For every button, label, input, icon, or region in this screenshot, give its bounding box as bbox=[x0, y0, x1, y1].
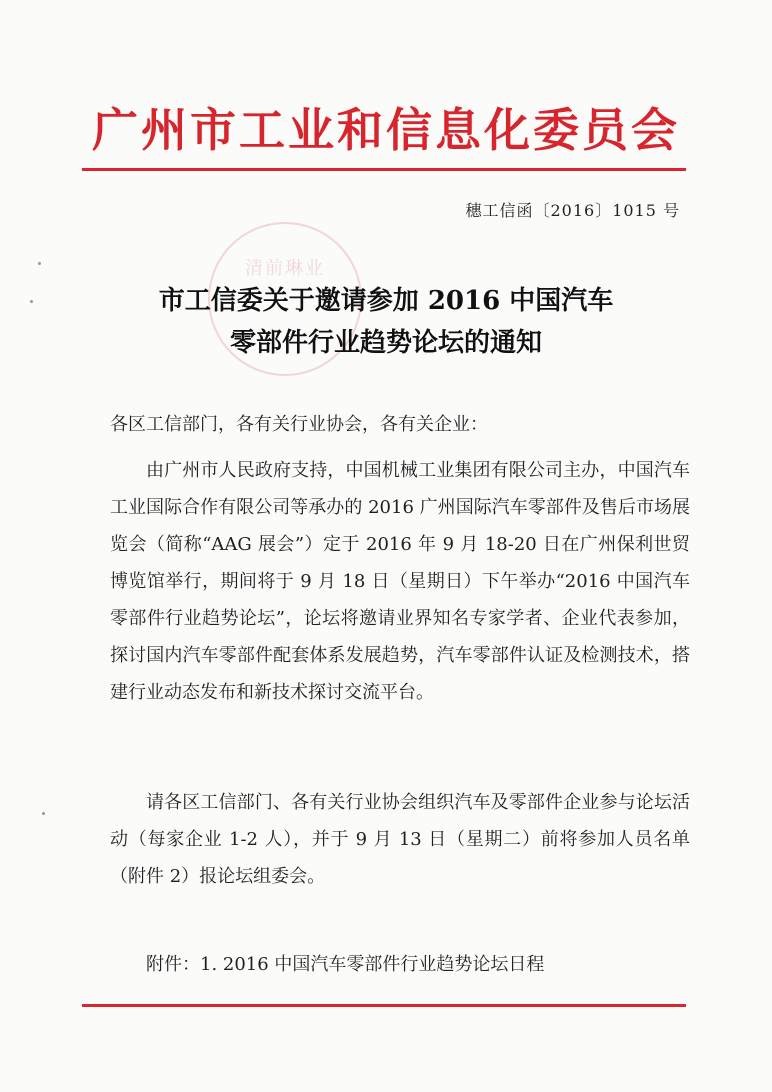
header-red-rule bbox=[82, 168, 686, 171]
stamp-text: 清前琳业 bbox=[245, 258, 325, 279]
document-title bbox=[0, 280, 772, 364]
title-line-1: 市工信委关于邀请参加 2016 中国汽车 bbox=[158, 286, 614, 316]
attachment-line: 附件：1. 2016 中国汽车零部件行业趋势论坛日程 bbox=[146, 954, 545, 975]
scan-speck bbox=[42, 812, 45, 815]
title-line-2: 零部件行业趋势论坛的通知 bbox=[229, 328, 542, 358]
document-number: 穗工信函〔2016〕1015 号 bbox=[465, 201, 680, 220]
body-paragraph-2: 请各区工信部门、各有关行业协会组织汽车及零部件企业参与论坛活动（每家企业 1-2 人），并于 9 月 13 日（星期二）前将参加人员名单（附件 2）报论坛组委会。 bbox=[110, 792, 690, 887]
footer-red-rule bbox=[82, 1004, 686, 1007]
salutation: 各区工信部门，各有关行业协会，各有关企业： bbox=[110, 414, 488, 435]
body-paragraph-1: 由广州市人民政府支持，中国机械工业集团有限公司主办，中国汽车工业国际合作有限公司等承办的 2016 广州国际汽车零部件及售后市场展览会（简称“AAG 展会”）定于 2016 年 9 月 18-20 日在广州保利世贸博览馆举行，期间将于 9 月 18 日（星期日）下午举办“2016 中国汽车零部件行业趋势论坛”，论坛将邀请业界知名专家学者、企业代表参加，探讨国内汽车零部件配套体系发展趋势，汽车零部件认证及检测技术，搭建行业动态发布和新技术探讨交流平台。 bbox=[110, 460, 690, 703]
scan-speck bbox=[38, 262, 41, 265]
scan-speck bbox=[30, 300, 33, 303]
issuer-header: 广州市工业和信息化委员会 bbox=[92, 103, 680, 157]
